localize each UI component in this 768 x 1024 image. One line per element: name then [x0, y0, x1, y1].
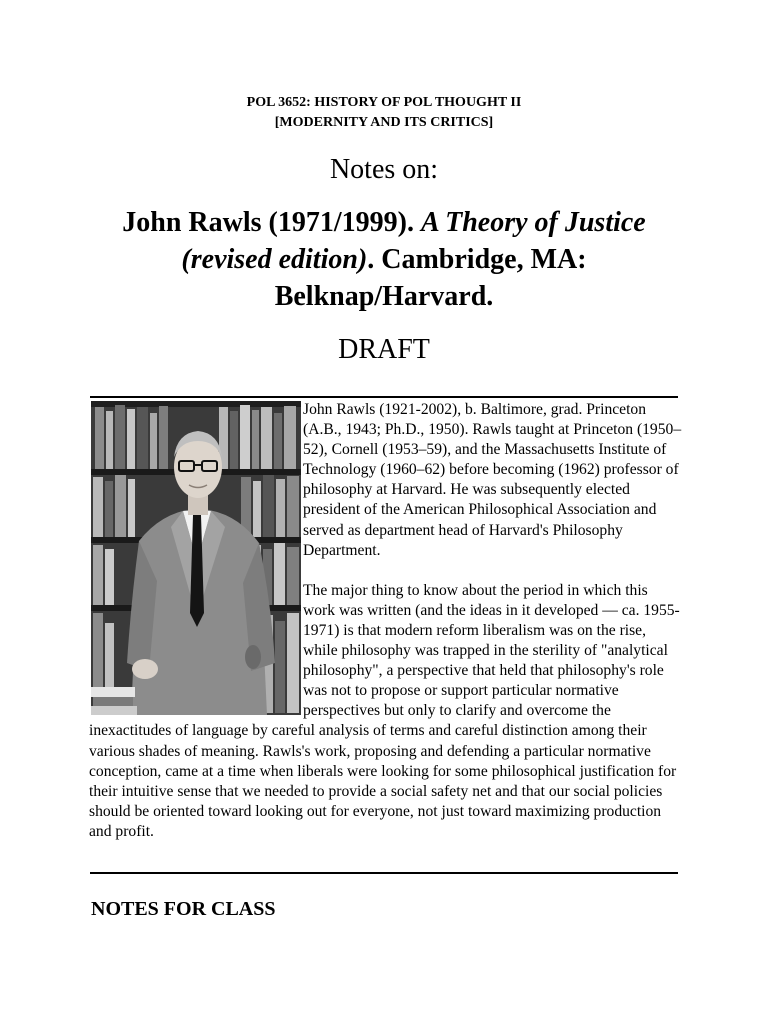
biography-text	[89, 400, 683, 842]
citation-author: John Rawls (1971/1999).	[122, 207, 414, 238]
photo-wrap-spacer	[89, 400, 303, 718]
bottom-divider	[90, 872, 678, 874]
notes-on-heading: Notes on:	[329, 154, 439, 185]
citation-book-title: A Theory of Justice (revised edition)	[181, 207, 646, 275]
course-subtitle-line: [MODERNITY AND ITS CRITICS]	[274, 115, 494, 130]
course-code-line: POL 3652: HISTORY OF POL THOUGHT II	[246, 95, 522, 110]
citation-heading	[84, 204, 684, 315]
bio-paragraph-1: John Rawls (1921-2002), b. Baltimore, grad. Princeton (A.B., 1943; Ph.D., 1950). Rawls taught at Princeton (1950–52), Cornell (1953–59), and the Massachusetts Institute of Technology (1960–62) before becoming (1962) professor of philosophy at Harvard. He was subsequently elected president of the American Philosophical Association and served as department head of Harvard's Philosophy Department.	[303, 401, 682, 559]
top-divider	[90, 396, 678, 398]
bio-paragraph-2: The major thing to know about the period in which this work was written (and the ideas in it developed — ca. 1955-1971) is that modern reform liberalism was on the rise, while philosophy was trapped in the sterility of "analytical philosophy", a perspective that held that philosophy's role was not to propose or support particular normative perspectives but only to clarify and overcome the inexactitudes of language by careful analysis of terms and careful distinction among their various shades of meaning. Rawls's work, proposing and defending a particular normative conception, came at a time when liberals were looking for some philosophical justification for their intuitive sense that we needed to provide a social safety net and that our social policies should be oriented toward looking out for everyone, not just toward maximizing production and profit.	[89, 581, 680, 840]
draft-label: DRAFT	[338, 334, 430, 365]
citation-publisher: . Cambridge, MA: Belknap/Harvard.	[274, 244, 587, 312]
section-heading-notes-for-class: NOTES FOR CLASS	[91, 898, 276, 920]
